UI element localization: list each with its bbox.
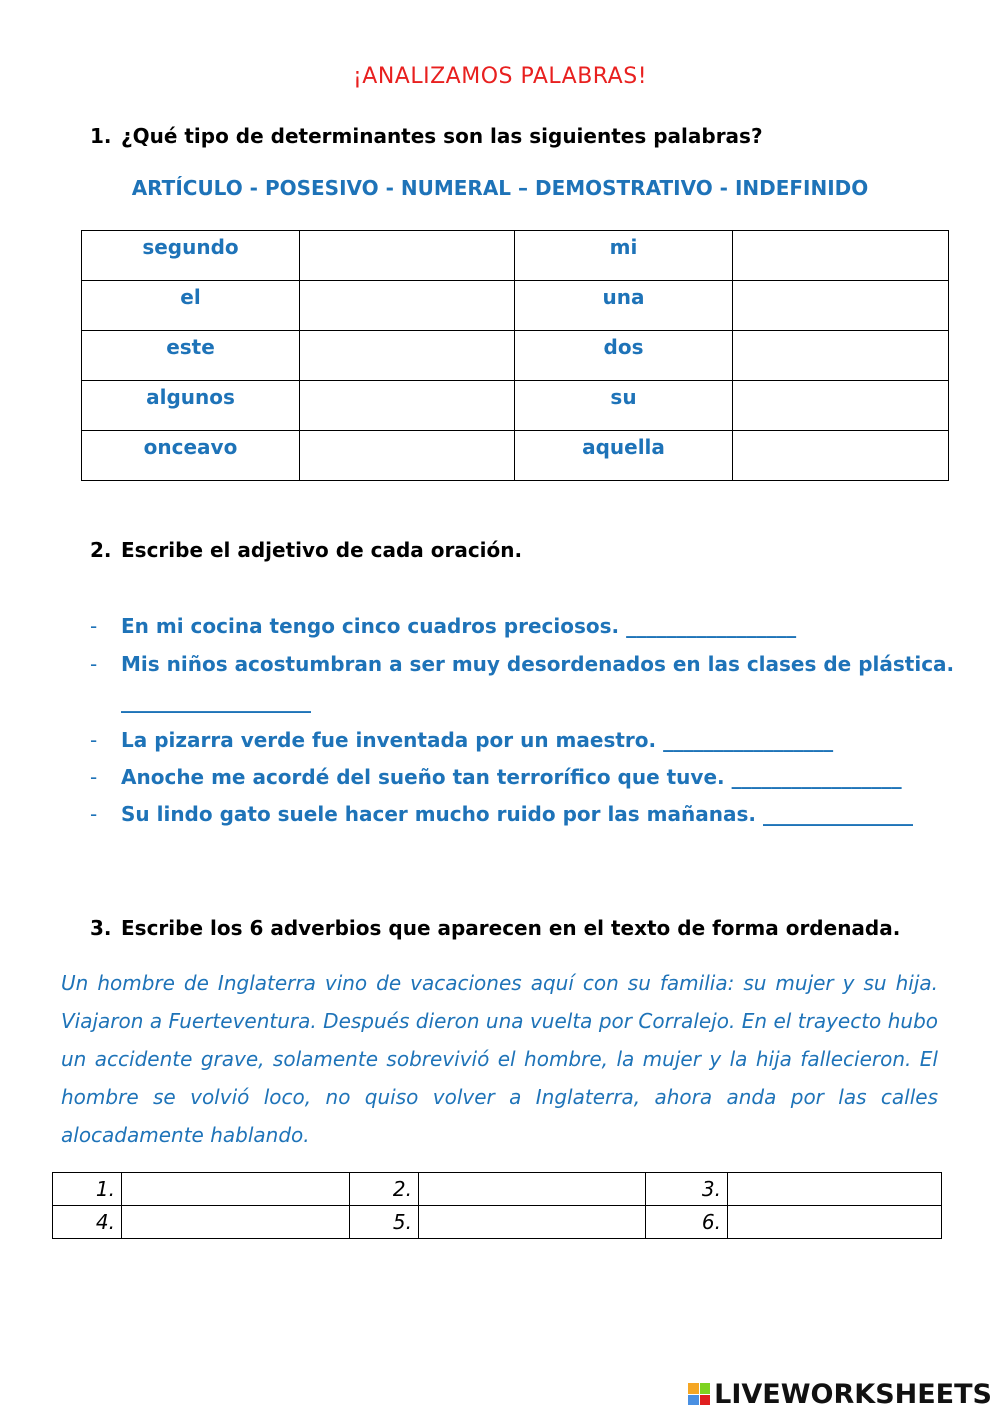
question-3-text: Escribe los 6 adverbios que aparecen en el texto de forma ordenada. [121,916,901,940]
answer-label: 2. [350,1173,419,1206]
sentence-text[interactable]: Anoche me acordé del sueño tan terrorífico que tuve. _________________ [121,765,902,789]
question-1-text: ¿Qué tipo de determinantes son las siguientes palabras? [121,124,763,148]
dash-bullet: - [90,728,98,752]
sentence-text[interactable]: Su lindo gato suele hacer mucho ruido por las mañanas. _______________ [121,802,913,826]
answer-label: 3. [646,1173,728,1206]
answer-cell[interactable] [733,281,949,331]
word-cell: dos [515,331,733,381]
question-3-number: 3. [90,916,112,940]
answer-cell[interactable] [300,431,515,481]
word-cell: mi [515,231,733,281]
answer-cell[interactable] [733,331,949,381]
answer-cell[interactable] [733,231,949,281]
dash-bullet: - [90,652,98,676]
word-cell: onceavo [82,431,300,481]
answer-label: 5. [350,1206,419,1239]
logo-icon [688,1383,710,1405]
dash-bullet: - [90,802,98,826]
table-row [53,1173,942,1206]
answer-cell[interactable] [733,381,949,431]
word-cell: algunos [82,381,300,431]
logo-square [688,1383,699,1394]
answer-label: 4. [53,1206,122,1239]
adverbs-table [52,1172,942,1239]
word-cell: este [82,331,300,381]
logo-square [700,1395,711,1406]
sentence-answer-line[interactable]: ___________________ [121,689,311,713]
answer-cell[interactable] [728,1173,942,1206]
answer-cell[interactable] [300,281,515,331]
table-row [53,1206,942,1239]
question-2-number: 2. [90,538,112,562]
answer-cell[interactable] [728,1206,942,1239]
word-cell: aquella [515,431,733,481]
answer-cell[interactable] [300,231,515,281]
answer-cell[interactable] [419,1173,646,1206]
table-row [82,231,949,281]
question-2-text: Escribe el adjetivo de cada oración. [121,538,523,562]
answer-cell[interactable] [122,1173,350,1206]
sentence-text[interactable]: En mi cocina tengo cinco cuadros preciosos. _________________ [121,614,797,638]
sentence-text[interactable]: La pizarra verde fue inventada por un maestro. _________________ [121,728,834,752]
word-cell: una [515,281,733,331]
answer-cell[interactable] [300,381,515,431]
word-cell: el [82,281,300,331]
table-row [82,431,949,481]
page-title: ¡ANALIZAMOS PALABRAS! [352,64,648,89]
logo-square [700,1383,711,1394]
reading-paragraph: Un hombre de Inglaterra vino de vacaciones aquí con su familia: su mujer y su hija. Viajaron a Fuerteventura. Después dieron una vuelta por Corralejo. En el trayecto hubo un accidente grave, solamente sobrevivió el hombre, la mujer y la hija fallecieron. El hombre se volvió loco, no quiso volver a Inglaterra, ahora anda por las calles alocadamente hablando. [61,971,938,1147]
word-cell: segundo [82,231,300,281]
table-row [82,281,949,331]
determiner-options: ARTÍCULO - POSESIVO - NUMERAL – DEMOSTRATIVO - INDEFINIDO [131,176,869,200]
logo-square [688,1395,699,1406]
answer-cell[interactable] [122,1206,350,1239]
sentence-text: Mis niños acostumbran a ser muy desordenados en las clases de plástica. [121,652,955,676]
logo-text: LIVEWORKSHEETS [714,1378,992,1410]
answer-cell[interactable] [300,331,515,381]
answer-label: 6. [646,1206,728,1239]
question-1-number: 1. [90,124,112,148]
liveworksheets-logo [688,1378,992,1410]
dash-bullet: - [90,765,98,789]
word-cell: su [515,381,733,431]
determiners-table [81,230,949,481]
answer-cell[interactable] [733,431,949,481]
dash-bullet: - [90,614,98,638]
answer-cell[interactable] [419,1206,646,1239]
table-row [82,381,949,431]
table-row [82,331,949,381]
answer-label: 1. [53,1173,122,1206]
